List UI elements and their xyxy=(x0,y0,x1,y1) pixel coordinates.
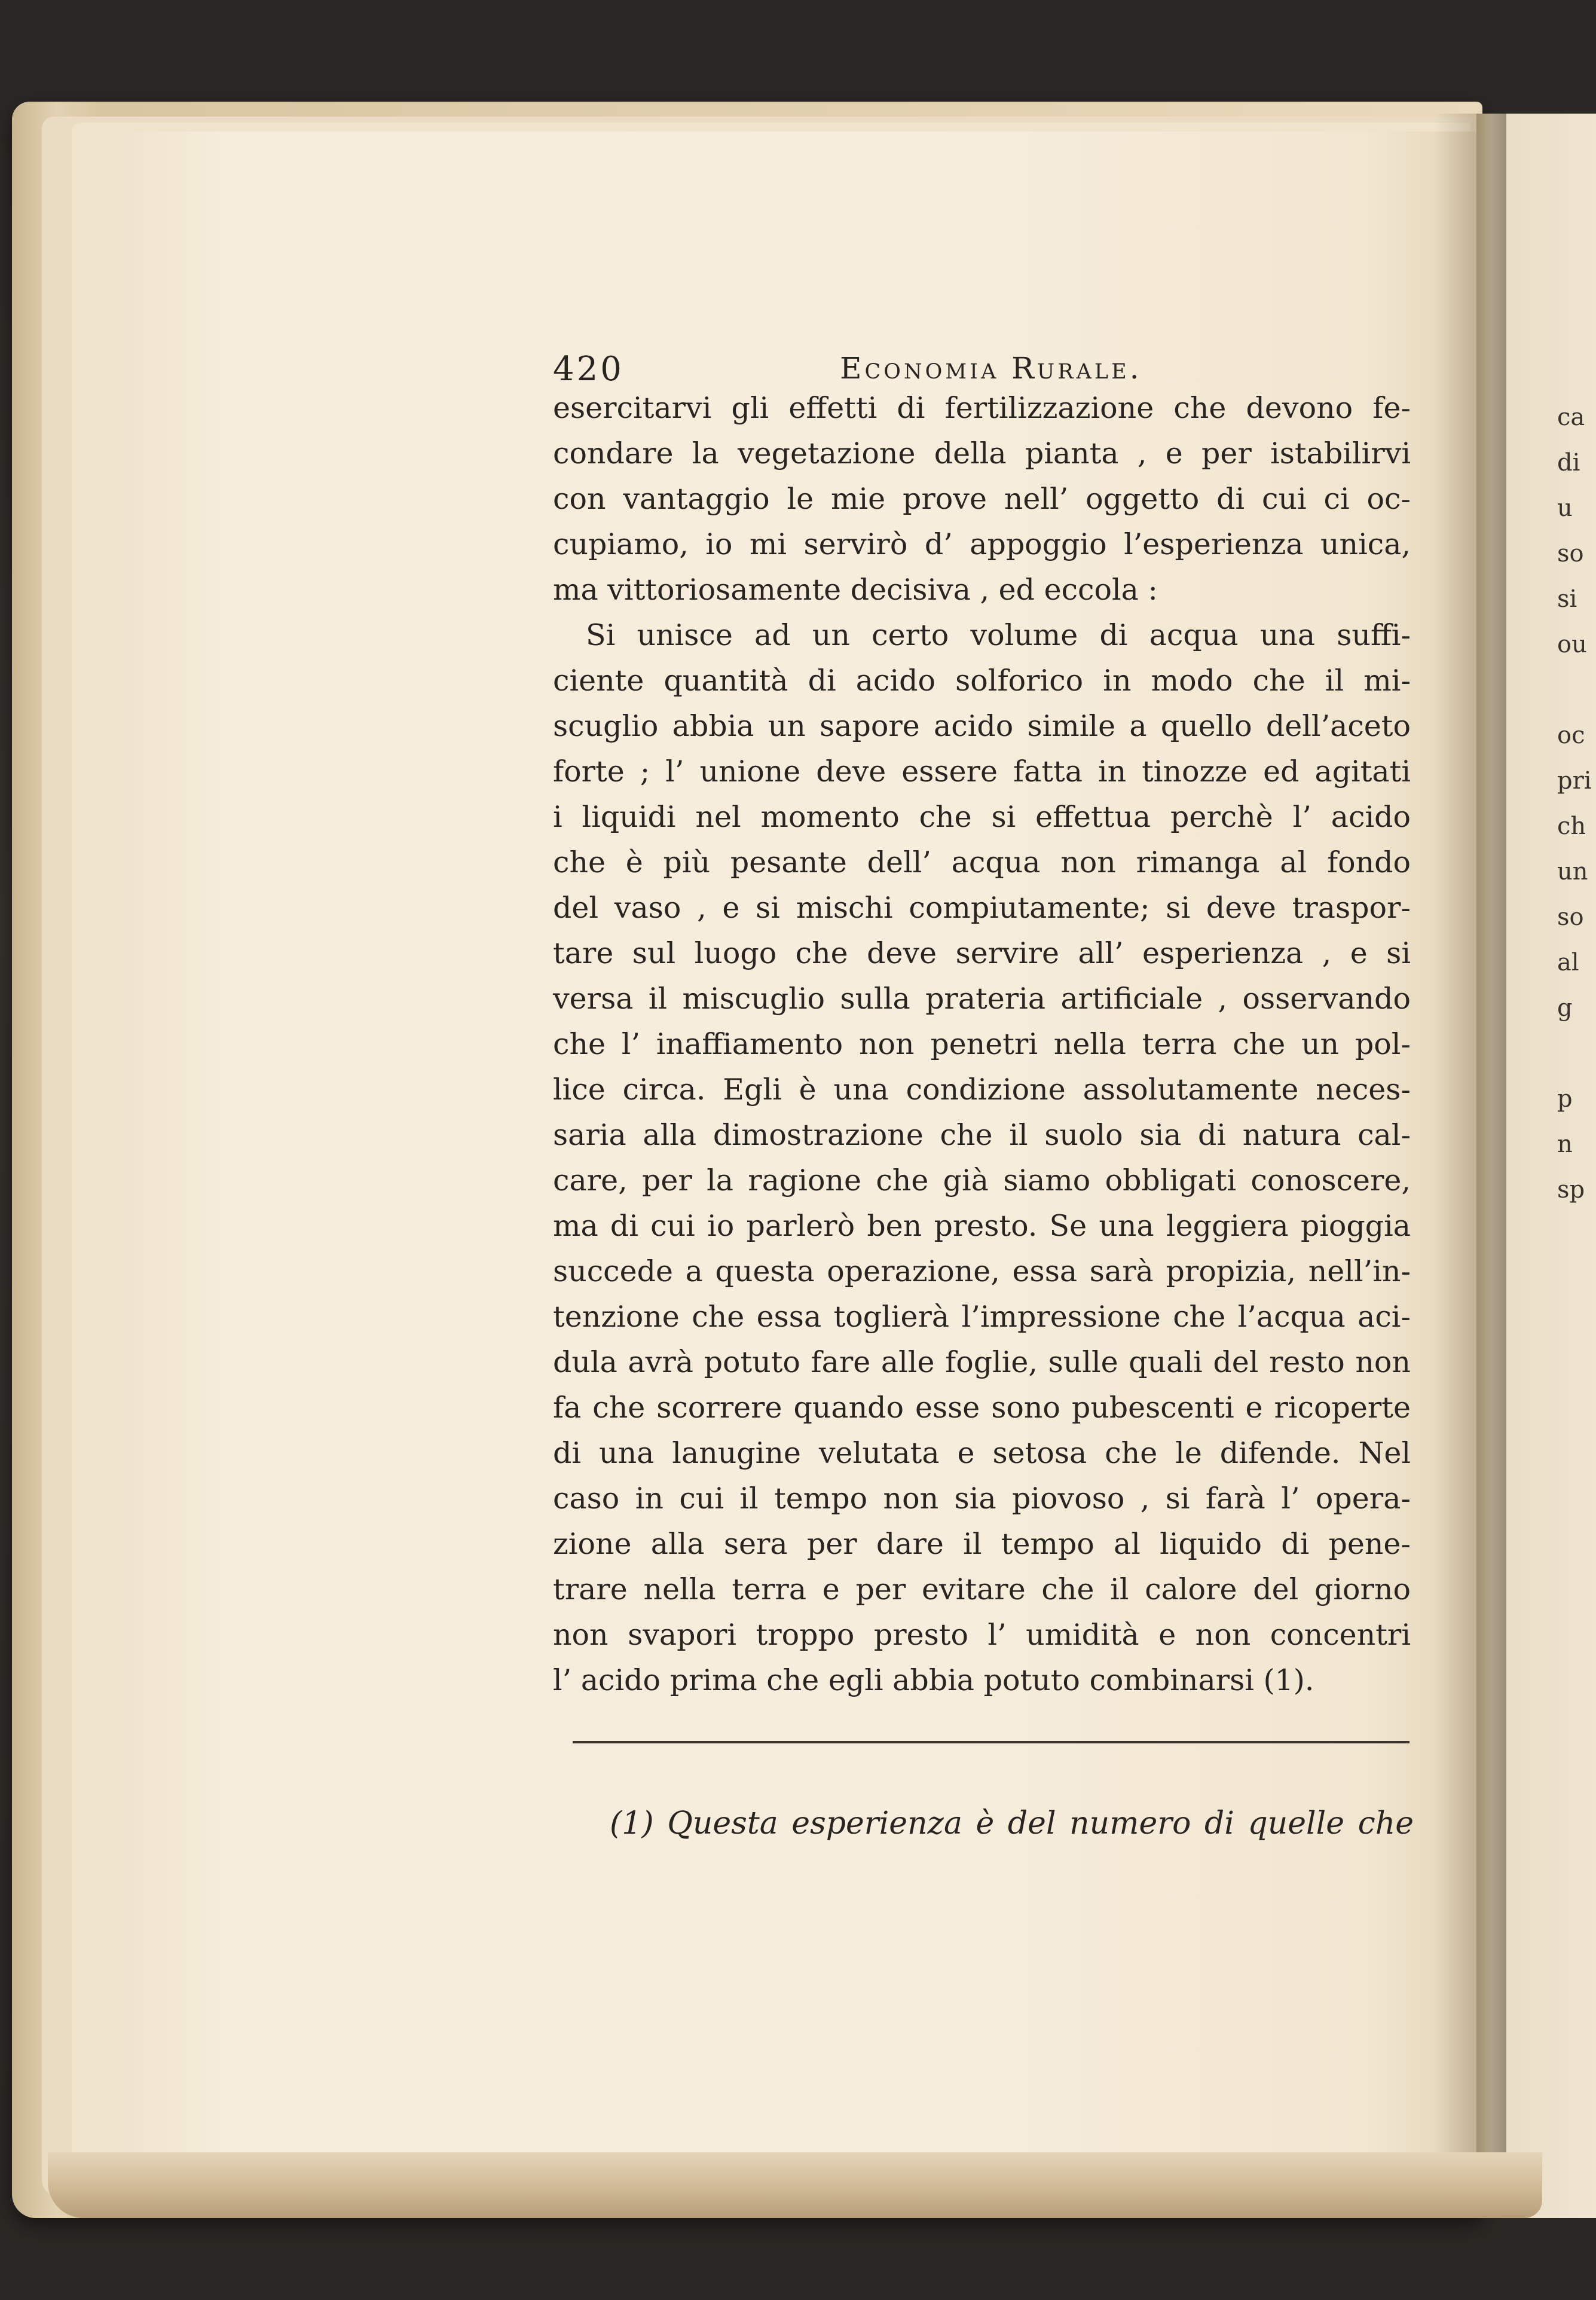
text-line: ma vittoriosamente decisiva , ed eccola : xyxy=(553,573,1158,607)
text-line: versa il miscuglio sulla prateria artificiale , osservando xyxy=(553,982,1411,1016)
book-bottom-edge xyxy=(48,2152,1542,2218)
right-fragment: u xyxy=(1557,494,1573,522)
text-line: trare nella terra e per evitare che il calore del giorno xyxy=(553,1572,1411,1606)
text-line: tenzione che essa toglierà l’impressione che l’acqua aci- xyxy=(553,1300,1411,1334)
text-line: di una lanugine velutata e setosa che le difende. Nel xyxy=(553,1436,1411,1470)
text-line: succede a questa operazione, essa sarà propizia, nell’in- xyxy=(553,1254,1411,1288)
text-line: ma di cui io parlerò ben presto. Se una leggiera pioggia xyxy=(553,1209,1411,1243)
right-fragment: di xyxy=(1557,449,1580,477)
text-line: che è più pesante dell’ acqua non rimanga al fondo xyxy=(553,845,1411,879)
right-fragment: ou xyxy=(1557,631,1587,658)
text-line: ciente quantità di acido solforico in modo che il mi- xyxy=(553,664,1411,698)
right-fragment: oc xyxy=(1557,722,1585,749)
text-line: condare la vegetazione della pianta , e per istabilirvi xyxy=(553,436,1411,471)
running-head xyxy=(553,350,1411,389)
text-line: fa che scorrere quando esse sono pubescenti e ricoperte xyxy=(553,1391,1411,1425)
right-fragment: pri xyxy=(1557,767,1592,795)
gutter-shadow xyxy=(1435,114,1506,2218)
text-line: lice circa. Egli è una condizione assolutamente neces- xyxy=(553,1073,1411,1107)
text-line: che l’ inaffiamento non penetri nella terra che un pol- xyxy=(553,1027,1411,1061)
right-fragment: al xyxy=(1557,949,1579,976)
text-line: scuglio abbia un sapore acido simile a quello dell’aceto xyxy=(553,709,1411,743)
text-line: caso in cui il tempo non sia piovoso , si farà l’ opera- xyxy=(553,1482,1411,1516)
text-line: cupiamo, io mi servirò d’ appoggio l’esperienza unica, xyxy=(553,527,1411,561)
text-line: tare sul luogo che deve servire all’ esperienza , e si xyxy=(553,936,1411,970)
text-line: con vantaggio le mie prove nell’ oggetto di cui ci oc- xyxy=(553,482,1411,516)
right-fragment: p xyxy=(1557,1085,1573,1113)
text-line: zione alla sera per dare il tempo al liquido di pene- xyxy=(553,1527,1411,1561)
footnote: (1) Questa esperienza è del numero di quelle che xyxy=(610,1806,1414,1841)
right-fragment: so xyxy=(1557,540,1584,567)
text-line: del vaso , e si mischi compiutamente; si deve traspor- xyxy=(553,891,1411,925)
right-fragment: n xyxy=(1557,1131,1573,1158)
text-line: Si unisce ad un certo volume di acqua una suffi- xyxy=(586,618,1411,652)
right-fragment: ca xyxy=(1557,404,1585,431)
book-title: Economia Rurale. xyxy=(840,351,1142,386)
text-line: l’ acido prima che egli abbia potuto combinarsi (1). xyxy=(553,1663,1314,1697)
text-line: forte ; l’ unione deve essere fatta in tinozze ed agitati xyxy=(553,755,1411,789)
page-text-block xyxy=(553,350,1411,1703)
text-line: dula avrà potuto fare alle foglie, sulle quali del resto non xyxy=(553,1345,1411,1379)
right-fragment: g xyxy=(1557,994,1573,1022)
right-page-fragments xyxy=(1557,395,1592,1212)
text-line: saria alla dimostrazione che il suolo sia di natura cal- xyxy=(553,1118,1411,1152)
text-line: i liquidi nel momento che si effettua perchè l’ acido xyxy=(553,800,1411,834)
right-fragment: un xyxy=(1557,858,1588,885)
text-line: care, per la ragione che già siamo obbligati conoscere, xyxy=(553,1163,1411,1198)
text-line: esercitarvi gli effetti di fertilizzazione che devono fe- xyxy=(553,391,1411,425)
right-fragment: ch xyxy=(1557,813,1586,840)
right-fragment xyxy=(1557,1031,1585,1076)
right-fragment: sp xyxy=(1557,1176,1585,1204)
text-line: non svapori troppo presto l’ umidità e non concentri xyxy=(553,1618,1411,1652)
right-fragment: so xyxy=(1557,903,1584,931)
page-number: 420 xyxy=(553,350,624,389)
footnote-rule xyxy=(573,1741,1410,1743)
right-fragment: si xyxy=(1557,585,1577,613)
right-fragment xyxy=(1557,667,1585,713)
body-text xyxy=(553,386,1411,1703)
